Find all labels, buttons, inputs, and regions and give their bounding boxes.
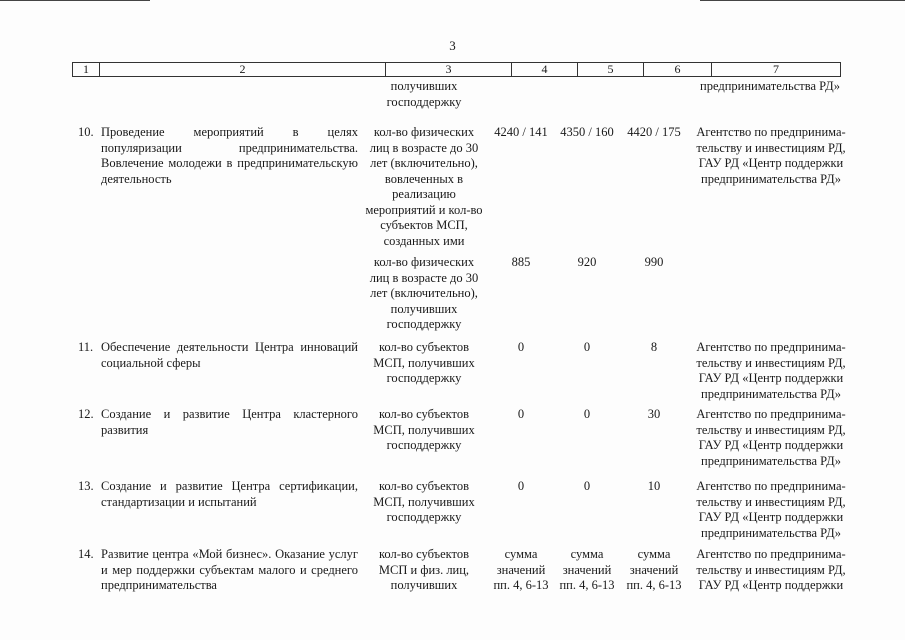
header-col-6: 6: [643, 63, 711, 76]
row-value-year3: 8: [650, 340, 658, 354]
table-header-row: [72, 62, 841, 77]
row-executor: Агентство по предпринима- тельству и инвестициям РД, ГАУ РД «Центр поддержки предпринимательства РД»: [696, 479, 846, 540]
row-executor: Агентство по предпринима- тельству и инвестициям РД, ГАУ РД «Центр поддержки: [696, 547, 846, 592]
row-name: Создание и развитие Центра сертификации, стандартизации и испытаний: [101, 479, 358, 509]
row-value-year2: сумма значений пп. 4, 6-13: [559, 547, 615, 592]
carry-indicator-text: получивших господдержку: [386, 79, 462, 109]
row-value-year2: 0: [583, 479, 591, 493]
row-value-year3: 990: [644, 255, 664, 269]
row-number: 14.: [78, 547, 94, 561]
row-indicator-2: кол-во физических лиц в возрасте до 30 лет (включительно), получивших господдержку: [369, 255, 479, 331]
row-name: Развитие центра «Мой бизнес». Оказание услуг и мер поддержки субъектам малого и среднего предпринимательства: [101, 547, 358, 592]
row-indicator-1: кол-во физических лиц в возрасте до 30 лет (включительно), вовлеченных в реализацию мероприятий и кол-во субъектов МСП, созданных ими: [365, 125, 483, 248]
row-value-year1: сумма значений пп. 4, 6-13: [493, 547, 549, 592]
header-col-1: 1: [83, 62, 89, 76]
row-indicator-1: кол-во субъектов МСП и физ. лиц, получивших: [378, 547, 470, 592]
row-indicator-1: кол-во субъектов МСП, получивших господдержку: [373, 407, 475, 452]
page-number: 3: [449, 38, 456, 53]
row-value-year1: 0: [517, 479, 525, 493]
row-value-year2: 0: [583, 407, 591, 421]
row-executor: Агентство по предпринима- тельству и инвестициям РД, ГАУ РД «Центр поддержки предпринимательства РД»: [696, 340, 846, 401]
row-number: 11.: [78, 340, 94, 354]
row-value-year1: 4240 / 141: [494, 125, 548, 139]
row-name: Обеспечение деятельности Центра инноваций социальной сферы: [101, 340, 358, 370]
row-number: 12.: [78, 407, 94, 421]
header-col-7: 7: [711, 63, 840, 76]
row-value-year2: 0: [583, 340, 591, 354]
row-value-year1: 0: [517, 407, 525, 421]
row-value-year2: 4350 / 160: [560, 125, 614, 139]
scan-edge-line-left: [0, 0, 150, 1]
row-indicator-1: кол-во субъектов МСП, получивших господдержку: [373, 340, 475, 385]
row-name: Создание и развитие Центра кластерного развития: [101, 407, 358, 437]
row-number: 13.: [78, 479, 94, 493]
row-value-year3: 10: [647, 479, 661, 493]
row-name: Проведение мероприятий в целях популяризации предпринимательства. Вовлечение молодежи в предпринимательскую деятельность: [101, 125, 358, 186]
row-value-year2: 920: [577, 255, 597, 269]
header-col-5: 5: [577, 63, 643, 76]
row-value-year1: 885: [511, 255, 531, 269]
row-value-year3: 30: [647, 407, 661, 421]
carry-executor-text: предпринимательства РД»: [700, 79, 840, 93]
row-value-year3: сумма значений пп. 4, 6-13: [626, 547, 682, 592]
row-value-year3: 4420 / 175: [627, 125, 681, 139]
row-executor: Агентство по предпринима- тельству и инвестициям РД, ГАУ РД «Центр поддержки предпринимательства РД»: [696, 407, 846, 468]
header-col-4: 4: [511, 63, 577, 76]
row-executor: Агентство по предпринима- тельству и инвестициям РД, ГАУ РД «Центр поддержки предпринимательства РД»: [696, 125, 846, 186]
row-indicator-1: кол-во субъектов МСП, получивших господдержку: [373, 479, 475, 524]
header-col-3: 3: [385, 63, 511, 76]
row-number: 10.: [78, 125, 94, 139]
header-col-2: 2: [99, 63, 385, 76]
scan-edge-line-right: [700, 0, 905, 1]
row-value-year1: 0: [517, 340, 525, 354]
